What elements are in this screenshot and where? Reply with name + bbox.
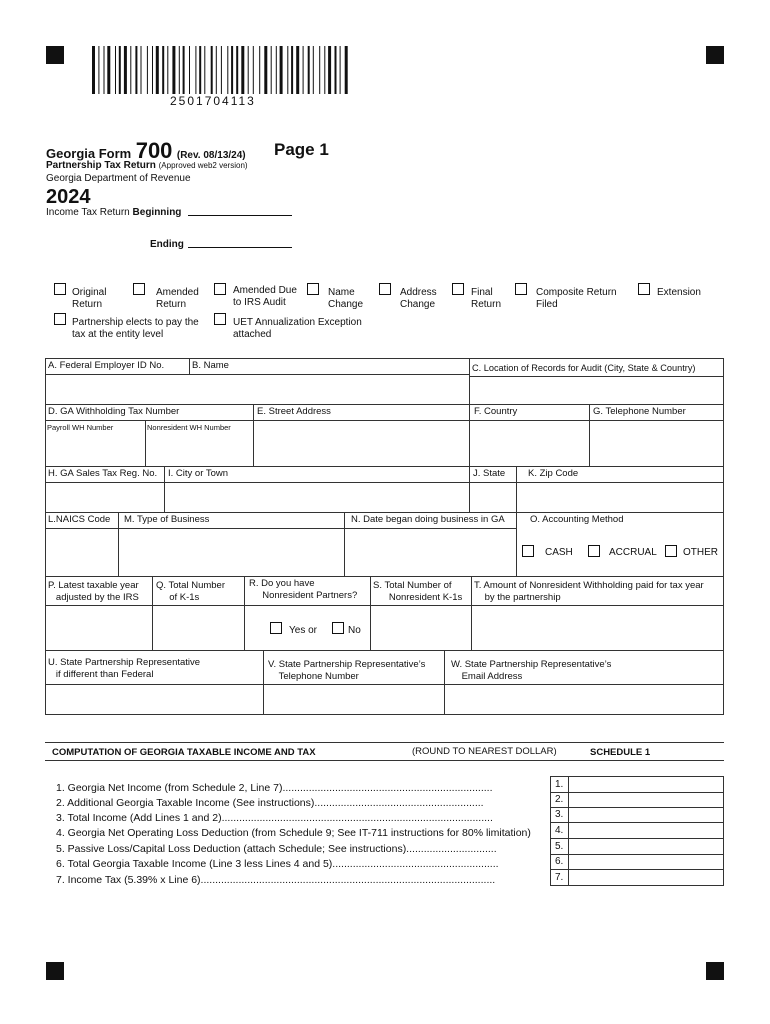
field-q-label: [156, 580, 225, 604]
barcode-bar: [236, 46, 238, 94]
composite-return-checkbox[interactable]: [515, 283, 527, 295]
schedule-line-4-input[interactable]: [569, 823, 723, 837]
u-line1: U. State Partnership Representative: [48, 657, 201, 668]
address-change-label: [400, 287, 437, 311]
nonresident-yes-checkbox[interactable]: [270, 622, 282, 634]
s-line1: S. Total Number of: [373, 580, 452, 591]
field-e-label: E. Street Address: [257, 406, 331, 417]
amended-return-checkbox[interactable]: [133, 283, 145, 295]
barcode-bar: [335, 46, 337, 94]
uet-line1: UET Annualization Exception: [233, 317, 362, 328]
field-g-label: G. Telephone Number: [593, 406, 686, 417]
barcode-bar: [172, 46, 175, 94]
schedule-box-num-1: 1.: [555, 779, 564, 790]
representative-phone-input[interactable]: [264, 685, 443, 714]
amended-line1: Amended: [156, 287, 199, 298]
subtitle-note: (Approved web2 version): [158, 161, 248, 170]
barcode-bar: [319, 46, 320, 94]
schedule-line-3-label: 3. Total Income (Add Lines 1 and 2).............................................................................................: [56, 812, 493, 824]
barcode-bar: [199, 46, 201, 94]
barcode-bar: [183, 46, 185, 94]
schedule-line-6-label: 6. Total Georgia Taxable Income (Line 3 less Lines 4 and 5).........................................................: [56, 858, 499, 870]
schedule-line-5-label: 5. Passive Loss/Capital Loss Deduction (attach Schedule; See instructions)...............................: [56, 843, 497, 855]
records-location-input[interactable]: [470, 377, 723, 403]
barcode-bar: [162, 46, 164, 94]
schedule-line-4-label: 4. Georgia Net Operating Loss Deduction (from Schedule 9; See IT-711 instructions for 80% limitation): [56, 827, 531, 839]
schedule-line-2-label: 2. Additional Georgia Taxable Income (See instructions)..........................................................: [56, 797, 484, 809]
original-return-label: [72, 287, 106, 311]
representative-email-input[interactable]: [445, 685, 723, 714]
schedule-box-num-6: 6.: [555, 856, 564, 867]
barcode: [92, 46, 350, 94]
form-prefix: Georgia Form: [46, 146, 132, 161]
field-a-label: A. Federal Employer ID No.: [48, 360, 165, 371]
barcode-bar: [195, 46, 196, 94]
barcode-bar: [248, 46, 249, 94]
row5-divider-qr: [244, 576, 245, 650]
subtitle-text: Partnership Tax Return: [46, 160, 156, 171]
barcode-number: 2501704113: [170, 94, 256, 108]
field-r-label: [249, 578, 357, 602]
schedule-box-num-5: 5.: [555, 841, 564, 852]
amended-return-label: [156, 287, 199, 311]
q-line2: of K-1s: [169, 592, 200, 603]
barcode-bar: [303, 46, 304, 94]
form-subtitle: [46, 160, 248, 171]
country-input[interactable]: [470, 421, 588, 465]
barcode-bar: [152, 46, 153, 94]
form-revision: (Rev. 08/13/24): [176, 150, 246, 161]
schedule-bottom-rule: [45, 760, 724, 761]
barcode-bar: [115, 46, 116, 94]
schedule-top-rule: [45, 742, 724, 743]
registration-mark-top-right: [706, 46, 724, 64]
federal-id-and-name-input[interactable]: [46, 375, 468, 403]
schedule-line-2-input[interactable]: [569, 793, 723, 806]
schedule-line-3-input[interactable]: [569, 808, 723, 821]
barcode-bar: [221, 46, 222, 94]
barcode-bar: [147, 46, 148, 94]
field-w-label: [451, 659, 611, 683]
name-change-line2: Change: [328, 299, 364, 310]
row5-top: [45, 576, 724, 577]
barcode-bar: [287, 46, 288, 94]
total-k1-input[interactable]: [153, 606, 243, 649]
schedule-line-6-input[interactable]: [569, 855, 723, 868]
barcode-bar: [231, 46, 233, 94]
latest-taxable-year-input[interactable]: [46, 606, 151, 649]
entity-line2: tax at the entity level: [72, 329, 164, 340]
row4-top: [45, 512, 724, 513]
accrual-label: ACCRUAL: [609, 547, 657, 558]
field-j-label: J. State: [473, 468, 506, 479]
barcode-bar: [216, 46, 217, 94]
schedule-title: COMPUTATION OF GEORGIA TAXABLE INCOME AND TAX: [52, 747, 316, 758]
original-line1: Original: [72, 287, 107, 298]
address-change-checkbox[interactable]: [379, 283, 391, 295]
field-u-label: [48, 657, 200, 681]
nonresident-wh-label: Nonresident WH Number: [147, 423, 231, 432]
uet-line2: attached: [233, 329, 272, 340]
ending-date-input[interactable]: [188, 247, 292, 248]
t-line2: by the partnership: [484, 592, 561, 603]
state-input[interactable]: [470, 483, 515, 511]
payroll-wh-input[interactable]: [46, 434, 144, 465]
nonresident-withholding-input[interactable]: [472, 606, 723, 649]
representative-input[interactable]: [46, 685, 262, 714]
registration-mark-bottom-left: [46, 962, 64, 980]
payroll-wh-label: Payroll WH Number: [47, 423, 114, 432]
w-line1: W. State Partnership Representative’s: [451, 659, 612, 670]
barcode-bar: [204, 46, 205, 94]
barcode-bar: [276, 46, 277, 94]
barcode-bar: [130, 46, 131, 94]
schedule-round-note: (ROUND TO NEAREST DOLLAR): [412, 746, 557, 757]
field-n-label: N. Date began doing business in GA: [351, 514, 505, 525]
registration-mark-bottom-right: [706, 962, 724, 980]
s-line2: Nonresident K-1s: [388, 592, 463, 603]
schedule-box-num-4: 4.: [555, 825, 564, 836]
nonresident-no-checkbox[interactable]: [332, 622, 344, 634]
nonresident-yes-label: Yes or: [289, 625, 317, 636]
ending-label: Ending: [150, 239, 184, 250]
composite-return-label: [536, 287, 617, 311]
form-number: 700: [135, 138, 173, 163]
row1-divider-ab: [189, 358, 190, 374]
amended-due-line2: to IRS Audit: [233, 297, 286, 308]
final-line2: Return: [471, 299, 502, 310]
beginning-date-input[interactable]: [188, 215, 292, 216]
field-p-label: [48, 580, 139, 604]
uet-exception-checkbox[interactable]: [214, 313, 226, 325]
field-t-label: [474, 580, 704, 604]
barcode-bar: [328, 46, 331, 94]
barcode-bar: [104, 46, 105, 94]
final-return-checkbox[interactable]: [452, 283, 464, 295]
beginning-prefix: Income Tax Return: [46, 207, 130, 218]
uet-exception-label: [233, 317, 362, 341]
field-v-label: [268, 659, 425, 683]
barcode-bar: [340, 46, 341, 94]
v-line1: V. State Partnership Representative’s: [268, 659, 426, 670]
field-k-label: K. Zip Code: [528, 468, 579, 479]
barcode-bar: [259, 46, 260, 94]
beginning-label: [46, 207, 181, 218]
department: Georgia Department of Revenue: [46, 173, 191, 184]
barcode-bar: [324, 46, 325, 94]
page-label: Page 1: [274, 140, 329, 159]
q-line1: Q. Total Number: [156, 580, 225, 591]
row6-top: [45, 650, 724, 651]
zip-input[interactable]: [517, 483, 723, 511]
composite-line2: Filed: [536, 299, 558, 310]
barcode-bar: [107, 46, 110, 94]
name-change-checkbox[interactable]: [307, 283, 319, 295]
name-change-line1: Name: [328, 287, 355, 298]
barcode-bar: [271, 46, 272, 94]
registration-mark-top-left: [46, 46, 64, 64]
barcode-bar: [119, 46, 121, 94]
street-address-input[interactable]: [254, 421, 468, 465]
amended-due-irs-checkbox[interactable]: [214, 283, 226, 295]
barcode-bar: [92, 46, 95, 94]
row2-top: [45, 404, 724, 405]
barcode-bar: [167, 46, 168, 94]
schedule-line-7-input[interactable]: [569, 870, 723, 885]
barcode-bar: [313, 46, 314, 94]
barcode-bar: [345, 46, 348, 94]
schedule-box-num-3: 3.: [555, 809, 564, 820]
barcode-bar: [280, 46, 283, 94]
business-type-input[interactable]: [119, 529, 343, 575]
beginning-text: Beginning: [132, 207, 182, 218]
barcode-bar: [211, 46, 213, 94]
barcode-bar: [291, 46, 293, 94]
barcode-bar: [241, 46, 244, 94]
amended-line2: Return: [156, 299, 187, 310]
date-began-input[interactable]: [345, 529, 515, 575]
amended-due-line1: Amended Due: [233, 285, 297, 296]
other-label: OTHER: [683, 547, 718, 558]
schedule-line-1-label: 1. Georgia Net Income (from Schedule 2, Line 7)........................................................................: [56, 782, 493, 794]
row4-divider-no: [516, 512, 517, 576]
schedule-line-5-input[interactable]: [569, 839, 723, 853]
barcode-bar: [296, 46, 299, 94]
field-h-label: H. GA Sales Tax Reg. No.: [48, 468, 158, 479]
barcode-bar: [308, 46, 310, 94]
accrual-checkbox[interactable]: [588, 545, 600, 557]
field-b-label: B. Name: [192, 360, 229, 371]
field-m-label: M. Type of Business: [124, 514, 210, 525]
row3-top: [45, 466, 724, 467]
cash-label: CASH: [545, 547, 573, 558]
schedule-box-num-2: 2.: [555, 794, 564, 805]
r-line2: Nonresident Partners?: [262, 590, 358, 601]
schedule-line-1-input[interactable]: [569, 777, 723, 791]
city-input[interactable]: [165, 483, 468, 511]
t-line1: T. Amount of Nonresident Withholding paid for tax year: [474, 580, 704, 591]
address-change-line1: Address: [400, 287, 437, 298]
barcode-bar: [135, 46, 137, 94]
v-line2: Telephone Number: [278, 671, 359, 682]
cash-checkbox[interactable]: [522, 545, 534, 557]
sales-tax-reg-input[interactable]: [46, 483, 163, 511]
field-s-label: [373, 580, 462, 604]
extension-label: Extension: [657, 287, 701, 298]
p-line2: adjusted by the IRS: [55, 592, 139, 603]
w-line2: Email Address: [461, 671, 523, 682]
barcode-bar: [253, 46, 254, 94]
schedule-label: SCHEDULE 1: [590, 747, 651, 758]
field-c-label: C. Location of Records for Audit (City, State & Country): [472, 363, 696, 373]
amended-due-irs-label: [233, 285, 297, 309]
nonresident-no-label: No: [348, 625, 361, 636]
name-change-label: [328, 287, 363, 311]
composite-line1: Composite Return: [536, 287, 617, 298]
barcode-bar: [156, 46, 159, 94]
telephone-input[interactable]: [590, 421, 723, 465]
final-line1: Final: [471, 287, 493, 298]
barcode-bar: [189, 46, 190, 94]
schedule-line-7-label: 7. Income Tax (5.39% x Line 6).....................................................................................................: [56, 874, 496, 886]
extension-checkbox[interactable]: [638, 283, 650, 295]
original-return-checkbox[interactable]: [54, 283, 66, 295]
field-o-label: O. Accounting Method: [530, 514, 624, 525]
entity-level-tax-checkbox[interactable]: [54, 313, 66, 325]
field-l-label: L.NAICS Code: [48, 514, 111, 525]
final-return-label: [471, 287, 501, 311]
field-f-label: F. Country: [474, 406, 518, 417]
barcode-bar: [98, 46, 99, 94]
field-d-label: D. GA Withholding Tax Number: [48, 406, 180, 417]
address-change-line2: Change: [400, 299, 436, 310]
other-checkbox[interactable]: [665, 545, 677, 557]
barcode-bar: [141, 46, 142, 94]
entity-line1: Partnership elects to pay the: [72, 317, 199, 328]
tax-year: 2024: [46, 186, 91, 208]
r-line1: R. Do you have: [249, 578, 315, 589]
original-line2: Return: [72, 299, 103, 310]
schedule-box-num-7: 7.: [555, 872, 564, 883]
barcode-bar: [124, 46, 127, 94]
barcode-bar: [264, 46, 267, 94]
nonresident-k1-input[interactable]: [371, 606, 470, 649]
barcode-bar: [227, 46, 228, 94]
barcode-bar: [179, 46, 180, 94]
naics-input[interactable]: [46, 529, 117, 575]
entity-level-tax-label: [72, 317, 199, 341]
u-line2: if different than Federal: [55, 669, 154, 680]
field-i-label: I. City or Town: [168, 468, 229, 479]
p-line1: P. Latest taxable year: [48, 580, 139, 591]
nonresident-wh-input[interactable]: [146, 434, 252, 465]
